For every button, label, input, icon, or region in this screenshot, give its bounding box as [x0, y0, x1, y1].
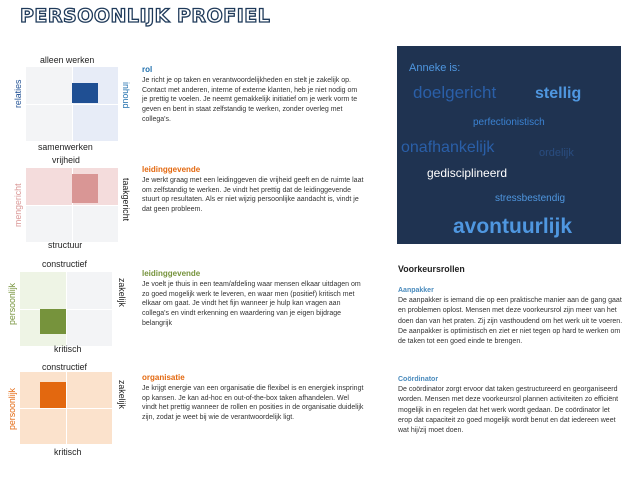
- grid-description: [142, 164, 364, 215]
- word-onafhankelijk: onafhankelijk: [401, 139, 495, 156]
- word-gedisciplineerd: gedisciplineerd: [427, 166, 508, 180]
- grid-right-label: taakgericht: [121, 178, 131, 222]
- word-doelgericht: doelgericht: [413, 83, 497, 102]
- grid-top-label: vrijheid: [52, 155, 80, 165]
- word-stressbestendig: stressbestendig: [495, 193, 566, 204]
- description-text: Je werkt graag met een leidinggeven die vrijheid geeft en de ruimte laat om zelfstandig te werken. Je vindt het prettig dat de leidinggevende stuurt op resultaten. Als er niet wijzig persoonlijke aandacht is, vindt je dat geen probleem.: [142, 177, 364, 214]
- word-stellig: stellig: [535, 85, 582, 102]
- description-text: Je voelt je thuis in een team/afdeling waar mensen elkaar uitdagen om zo goed mogelijk werk te leveren, en waar men (positief) kritisch met elkaar om gaat. Je vindt het fijn wanneer je hulp kan vragen aan collega's en vindt erkenning en waardering van je eigen bijdrage belangrijk: [142, 281, 361, 327]
- grid-bottom-label: kritisch: [54, 447, 82, 457]
- word-perfectionistisch: perfectionistisch: [473, 117, 545, 128]
- description-title: rol: [142, 65, 153, 74]
- quadrant-grid: [20, 372, 112, 444]
- quadrant-fill: [72, 174, 98, 203]
- role-title: Coördinator: [398, 376, 439, 383]
- voorkeursrollen-heading: Voorkeursrollen: [398, 264, 465, 274]
- word-avontuurlijk: avontuurlijk: [453, 215, 573, 238]
- grid-right-label: zakelijk: [117, 278, 127, 307]
- description-title: organisatie: [142, 373, 185, 382]
- description-text: Je richt je op taken en verantwoordelijkheden en stelt je zakelijk op. Contact met anderen, interne of externe klanten, heb je niet nodig om je prettig te voelen. Je neemt gemakkelijk initiatief om je werk vorm te geven en bent in staat zelfstandig te werken, zonder overleg met collega's.: [142, 77, 358, 123]
- word-ordelijk: ordelijk: [539, 147, 574, 159]
- grid-bottom-label: structuur: [48, 240, 83, 250]
- grid-description: [142, 64, 364, 125]
- grid-right-label: inhoud: [121, 82, 131, 109]
- description-title: leidinggevende: [142, 269, 201, 278]
- grid-top-label: constructief: [42, 362, 87, 372]
- description-title: leidinggevende: [142, 165, 201, 174]
- grid-top-label: constructief: [42, 259, 87, 269]
- grid-top-label: alleen werken: [40, 55, 95, 65]
- grid-right-label: zakelijk: [117, 380, 127, 409]
- quadrant-grid: [26, 67, 118, 141]
- wordcloud-panel: [397, 46, 621, 244]
- role-title: Aanpakker: [398, 287, 434, 294]
- role-text: De coördinator zorgt ervoor dat taken gestructureerd en georganiseerd worden. Mensen met deze voorkeursrol plannen activiteiten zo efficiënt mogelijk in en regelen dat het werk wordt gedaan. De coördinator let erop dat capaciteit zo goed mogelijk wordt benut en dat iedereen weet wat hij/zij moet doen.: [398, 386, 619, 435]
- grid-description: [142, 372, 364, 423]
- grid-left-label: mengericht: [13, 183, 23, 227]
- quadrant-fill: [40, 382, 66, 408]
- quadrant-fill: [40, 309, 66, 334]
- quadrant-grid: [26, 168, 118, 242]
- grid-left-label: persoonlijk: [7, 282, 17, 325]
- wordcloud-heading: Anneke is:: [409, 62, 461, 74]
- grid-left-label: relaties: [13, 79, 23, 108]
- role-aanpakker: [398, 286, 624, 347]
- grid-left-label: persoonlijk: [7, 387, 17, 430]
- grid-bottom-label: kritisch: [54, 344, 82, 354]
- role-coordinator: [398, 375, 624, 436]
- grid-description: [142, 268, 364, 329]
- description-text: Je krijgt energie van een organisatie die flexibel is en energiek inspringt op kansen. Je kan ad-hoc en out-of-the-box taken afhandelen. Wel vindt het prettig wanneer de rollen en posities in de organisatie duidelijk zijn, zodat je weet bij wie de verantwoordelijk ligt.: [142, 385, 364, 422]
- quadrant-grid: [20, 272, 112, 346]
- grid-bottom-label: samenwerken: [38, 142, 93, 152]
- role-text: De aanpakker is iemand die op een praktische manier aan de gang gaat en problemen oplost. Mensen met deze voorkeursrol zijn meer van het doen dan van het praten. Zij zijn vasthoudend om het werk uit te voeren. De aanpakker is optimistisch en ziet er niet tegen op hard te werken om de taken tot een goed einde te brengen.: [398, 297, 623, 346]
- quadrant-fill: [72, 83, 98, 103]
- page-title: PERSOONLIJK PROFIEL: [20, 5, 271, 27]
